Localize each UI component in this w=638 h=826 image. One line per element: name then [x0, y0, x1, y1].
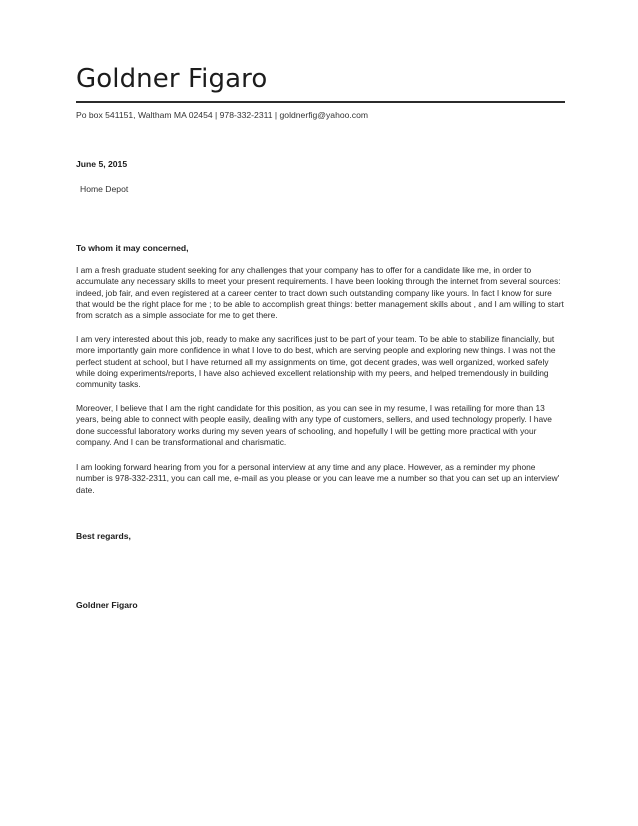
sender-name: Goldner Figaro	[76, 64, 268, 94]
body-paragraph-3: Moreover, I believe that I am the right candidate for this position, as you can see in my resume, I was retailing for more than 13 years, being able to connect with people easily, dealing with any type of customers, sellers, and used technology properly. I have done successful laboratory works during my seven years of schooling, and hopefully I will be getting more practical with your company. And I can be transformational and charismatic.	[76, 403, 552, 447]
body-paragraph-2: I am very interested about this job, ready to make any sacrifices just to be part of your team. To be able to stabilize financially, but more importantly gain more confidence in what I love to do best, which are serving people and exploring new things. I was not the perfect student at school, but I have returned all my assignments on time, got decent grades, was well organized, worked safely while doing experiments/reports, I have also achieved excellent relationship with my peers, and helped tremendously in building community tasks.	[76, 334, 556, 390]
letter-date: June 5, 2015	[76, 159, 128, 169]
recipient: Home Depot	[80, 184, 129, 194]
header-divider	[76, 101, 565, 103]
contact-info: Po box 541151, Waltham MA 02454 | 978-332-2311 | goldnerfig@yahoo.com	[76, 110, 369, 120]
salutation: To whom it may concerned,	[76, 243, 189, 253]
body-paragraph-4: I am looking forward hearing from you for a personal interview at any time and any place. However, as a reminder my phone number is 978-332-2311, you can call me, e-mail as you please or you can leave me a number so that you can set up an interview' date.	[76, 462, 560, 495]
signature: Goldner Figaro	[76, 600, 138, 610]
closing: Best regards,	[76, 531, 131, 541]
body-paragraph-1: I am a fresh graduate student seeking for any challenges that your company has to offer for a candidate like me, in order to accumulate any necessary skills to meet your present requirements. I have been looking through the internet from several sources: indeed, job fair, and even registered at a career center to tract down such outstanding company like yours. In fact I know for sure that would be the right place for me ; to be able to accomplish great things: better management skills about , and I am willing to start from scratch as a simple associate for me to get there.	[76, 265, 564, 321]
